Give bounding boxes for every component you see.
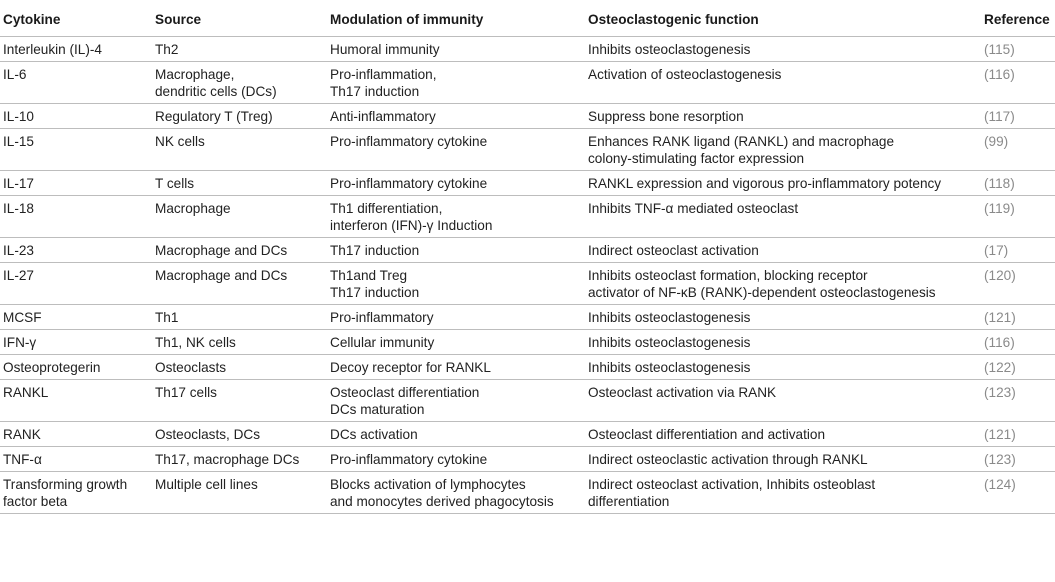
- cell-cytokine: [0, 175, 151, 195]
- cell-line: IL-27: [3, 268, 34, 283]
- cell-cytokine: [0, 309, 151, 329]
- cell-line: factor beta: [3, 494, 68, 509]
- cell-source: [151, 451, 326, 471]
- cell-line: interferon (IFN)-γ Induction: [330, 218, 493, 233]
- header-reference: Reference: [984, 12, 1050, 27]
- table-row: [0, 196, 1055, 238]
- cell-line: colony-stimulating factor expression: [588, 151, 805, 166]
- cell-line: Blocks activation of lymphocytes: [330, 477, 526, 492]
- cell-line: Regulatory T (Treg): [155, 109, 273, 124]
- cell-line: Decoy receptor for RANKL: [330, 360, 491, 375]
- cell-function: [583, 309, 980, 329]
- cell-cytokine: [0, 426, 151, 446]
- cell-function: [583, 384, 980, 421]
- cell-line: Macrophage and DCs: [155, 243, 288, 258]
- table-row: [0, 171, 1055, 196]
- cell-function: [583, 175, 980, 195]
- cell-cytokine: [0, 242, 151, 262]
- cell-line: RANKL: [3, 385, 49, 400]
- cell-modulation: [326, 41, 583, 61]
- cell-source: [151, 384, 326, 421]
- cell-line: T cells: [155, 176, 195, 191]
- cell-line: differentiation: [588, 494, 670, 509]
- cell-function: [583, 334, 980, 354]
- cell-modulation: [326, 108, 583, 128]
- cell-line: DCs activation: [330, 427, 418, 442]
- cell-line: Enhances RANK ligand (RANKL) and macrophage: [588, 134, 895, 149]
- cell-function: [583, 426, 980, 446]
- cell-line: RANKL expression and vigorous pro-inflammatory potency: [588, 176, 942, 191]
- cell-line: Interleukin (IL)-4: [3, 42, 102, 57]
- cell-cytokine: [0, 359, 151, 379]
- cell-reference: (119): [984, 201, 1015, 216]
- cell-function: [583, 359, 980, 379]
- table-row: [0, 380, 1055, 422]
- cell-cytokine: [0, 66, 151, 103]
- cell-reference: (116): [984, 67, 1015, 82]
- cell-source: [151, 66, 326, 103]
- cell-line: Pro-inflammatory cytokine: [330, 134, 488, 149]
- cell-modulation: [326, 175, 583, 195]
- cell-cytokine: [0, 200, 151, 237]
- cell-function: [583, 267, 980, 304]
- cell-line: IL-17: [3, 176, 34, 191]
- cell-cytokine: [0, 267, 151, 304]
- cell-cytokine: [0, 108, 151, 128]
- cell-source: [151, 242, 326, 262]
- header-function: Osteoclastogenic function: [588, 12, 759, 27]
- cell-line: Th17, macrophage DCs: [155, 452, 300, 467]
- cell-reference: (121): [984, 427, 1016, 442]
- cell-source: [151, 200, 326, 237]
- cell-line: IL-23: [3, 243, 34, 258]
- cell-line: Macrophage and DCs: [155, 268, 288, 283]
- cell-line: Activation of osteoclastogenesis: [588, 67, 782, 82]
- cell-modulation: [326, 359, 583, 379]
- cell-line: Macrophage: [155, 201, 231, 216]
- cell-line: Inhibits osteoclast formation, blocking receptor: [588, 268, 868, 283]
- cell-function: [583, 41, 980, 61]
- table-row: [0, 355, 1055, 380]
- table-row: [0, 330, 1055, 355]
- cell-line: DCs maturation: [330, 402, 425, 417]
- cell-modulation: [326, 426, 583, 446]
- cell-line: Indirect osteoclast activation: [588, 243, 759, 258]
- cell-modulation: [326, 267, 583, 304]
- header-cytokine: Cytokine: [3, 12, 61, 27]
- table-row: [0, 422, 1055, 447]
- cell-line: Suppress bone resorption: [588, 109, 744, 124]
- table-row: [0, 129, 1055, 171]
- table-row: [0, 37, 1055, 62]
- cell-line: NK cells: [155, 134, 205, 149]
- cell-line: Th17 induction: [330, 84, 420, 99]
- table-row: [0, 472, 1055, 514]
- cell-reference: (115): [984, 42, 1015, 57]
- cell-function: [583, 66, 980, 103]
- cell-line: Osteoclast activation via RANK: [588, 385, 777, 400]
- cell-line: Multiple cell lines: [155, 477, 258, 492]
- cell-function: [583, 133, 980, 170]
- cell-line: Pro-inflammatory cytokine: [330, 452, 488, 467]
- table-row: [0, 62, 1055, 104]
- cell-reference: (116): [984, 335, 1015, 350]
- cell-line: Pro-inflammation,: [330, 67, 437, 82]
- cell-line: Inhibits TNF-α mediated osteoclast: [588, 201, 799, 216]
- cell-cytokine: [0, 476, 151, 513]
- table-row: [0, 238, 1055, 263]
- table-header-row: [0, 0, 1055, 37]
- cell-cytokine: [0, 41, 151, 61]
- table-row: [0, 305, 1055, 330]
- cell-line: MCSF: [3, 310, 42, 325]
- cell-function: [583, 242, 980, 262]
- cell-line: Anti-inflammatory: [330, 109, 436, 124]
- cell-source: [151, 41, 326, 61]
- cell-line: Osteoprotegerin: [3, 360, 101, 375]
- cell-line: Osteoclasts, DCs: [155, 427, 260, 442]
- cell-line: dendritic cells (DCs): [155, 84, 277, 99]
- cell-reference: (117): [984, 109, 1015, 124]
- cell-reference: (17): [984, 243, 1009, 258]
- cell-line: Inhibits osteoclastogenesis: [588, 335, 751, 350]
- cell-line: Macrophage,: [155, 67, 235, 82]
- table-body: [0, 37, 1055, 514]
- cell-line: IL-6: [3, 67, 27, 82]
- cell-source: [151, 267, 326, 304]
- cell-line: Transforming growth: [3, 477, 128, 492]
- cell-line: Th1: [155, 310, 179, 325]
- cell-modulation: [326, 200, 583, 237]
- cell-modulation: [326, 384, 583, 421]
- cell-reference: (123): [984, 385, 1016, 400]
- cell-line: IL-10: [3, 109, 34, 124]
- header-modulation: Modulation of immunity: [330, 12, 484, 27]
- cell-source: [151, 426, 326, 446]
- cell-source: [151, 108, 326, 128]
- cell-line: RANK: [3, 427, 41, 442]
- cell-modulation: [326, 242, 583, 262]
- cell-line: Th17 cells: [155, 385, 217, 400]
- cell-function: [583, 476, 980, 513]
- cell-line: Pro-inflammatory cytokine: [330, 176, 488, 191]
- cell-line: Indirect osteoclastic activation through RANKL: [588, 452, 868, 467]
- cell-line: Osteoclasts: [155, 360, 227, 375]
- cell-line: IL-15: [3, 134, 34, 149]
- cell-function: [583, 451, 980, 471]
- table-row: [0, 104, 1055, 129]
- cell-source: [151, 175, 326, 195]
- cell-line: Inhibits osteoclastogenesis: [588, 310, 751, 325]
- cell-modulation: [326, 334, 583, 354]
- cell-line: Cellular immunity: [330, 335, 435, 350]
- cell-line: IL-18: [3, 201, 34, 216]
- cell-source: [151, 359, 326, 379]
- cell-modulation: [326, 451, 583, 471]
- table-row: [0, 447, 1055, 472]
- cell-modulation: [326, 66, 583, 103]
- cell-cytokine: [0, 384, 151, 421]
- cell-line: Inhibits osteoclastogenesis: [588, 42, 751, 57]
- cell-line: Th2: [155, 42, 179, 57]
- cell-reference: (123): [984, 452, 1016, 467]
- cell-line: Osteoclast differentiation: [330, 385, 480, 400]
- cell-modulation: [326, 476, 583, 513]
- cell-line: Th17 induction: [330, 243, 420, 258]
- cell-line: Th1, NK cells: [155, 335, 236, 350]
- cell-line: Osteoclast differentiation and activation: [588, 427, 826, 442]
- cell-line: Th17 induction: [330, 285, 420, 300]
- cell-function: [583, 108, 980, 128]
- cell-reference: (120): [984, 268, 1016, 283]
- cell-reference: (124): [984, 477, 1016, 492]
- cell-modulation: [326, 133, 583, 170]
- cell-line: Inhibits osteoclastogenesis: [588, 360, 751, 375]
- cell-source: [151, 334, 326, 354]
- cell-line: Indirect osteoclast activation, Inhibits osteoblast: [588, 477, 876, 492]
- cell-line: Pro-inflammatory: [330, 310, 434, 325]
- cell-line: Th1 differentiation,: [330, 201, 443, 216]
- cell-cytokine: [0, 451, 151, 471]
- cell-reference: (122): [984, 360, 1016, 375]
- cell-source: [151, 133, 326, 170]
- cell-function: [583, 200, 980, 237]
- cell-source: [151, 476, 326, 513]
- cell-modulation: [326, 309, 583, 329]
- header-source: Source: [155, 12, 202, 27]
- cell-reference: (118): [984, 176, 1015, 191]
- cell-cytokine: [0, 133, 151, 170]
- cell-line: IFN-γ: [3, 335, 37, 350]
- cell-line: TNF-α: [3, 452, 42, 467]
- cell-line: and monocytes derived phagocytosis: [330, 494, 554, 509]
- cell-cytokine: [0, 334, 151, 354]
- table-row: [0, 263, 1055, 305]
- cell-reference: (99): [984, 134, 1009, 149]
- cell-line: Humoral immunity: [330, 42, 440, 57]
- cell-line: activator of NF-κB (RANK)-dependent osteoclastogenesis: [588, 285, 936, 300]
- cell-reference: (121): [984, 310, 1016, 325]
- cell-line: Th1and Treg: [330, 268, 408, 283]
- cell-source: [151, 309, 326, 329]
